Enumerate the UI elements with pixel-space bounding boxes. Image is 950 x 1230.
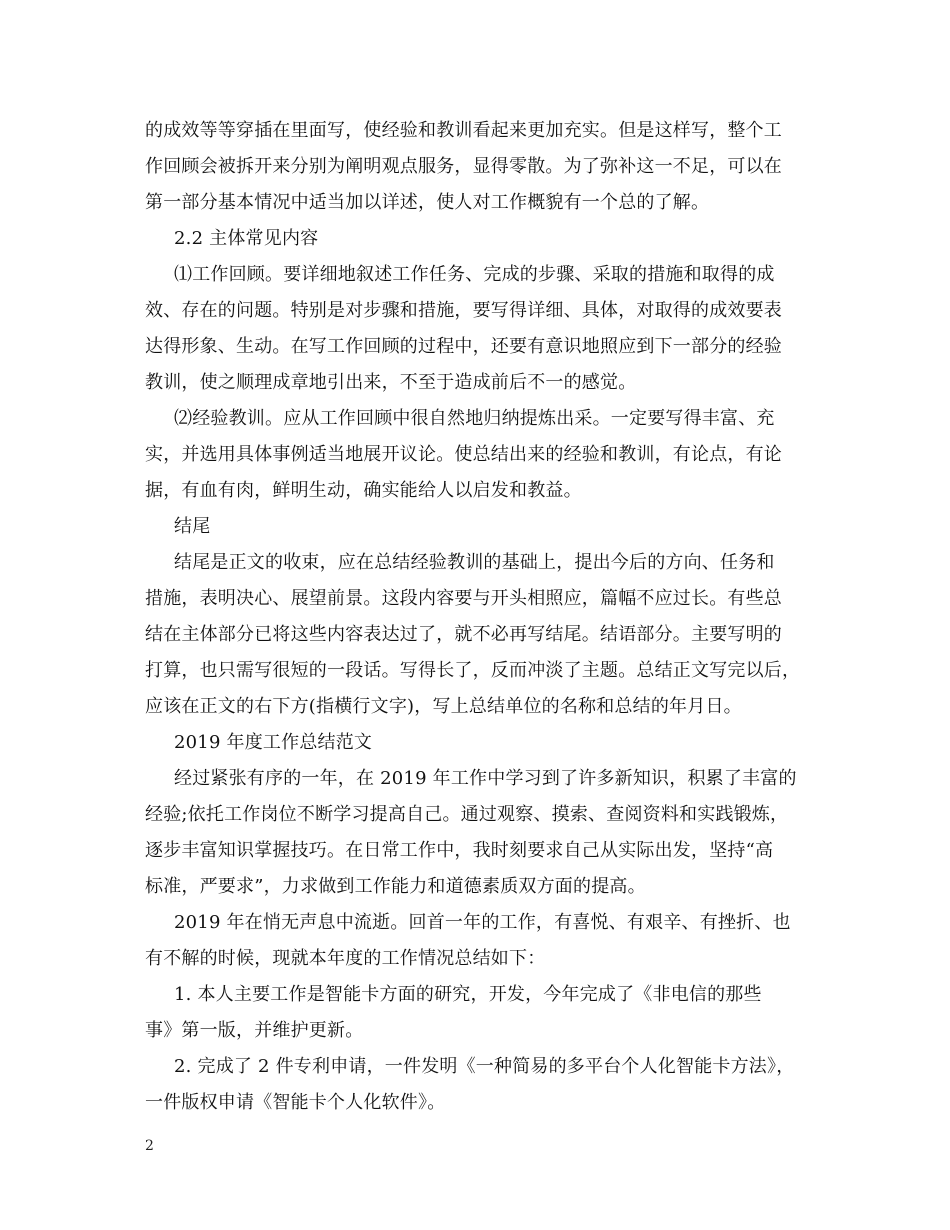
body-line: ⑴工作回顾。要详细地叙述工作任务、完成的步骤、采取的措施和取得的成: [174, 264, 775, 285]
body-line: 的成效等等穿插在里面写，使经验和教训看起来更加充实。但是这样写，整个工: [145, 120, 782, 141]
body-line: 逐步丰富知识掌握技巧。在日常工作中，我时刻要求自己从实际出发，坚持“高: [145, 840, 774, 861]
body-line: 结尾是正文的收束，应在总结经验教训的基础上，提出今后的方向、任务和: [174, 552, 775, 573]
body-line: 作回顾会被拆开来分别为阐明观点服务，显得零散。为了弥补这一不足，可以在: [145, 156, 782, 177]
document-body: [145, 113, 810, 1121]
section-heading: 2.2 主体常见内容: [174, 228, 319, 249]
list-item-line: 事》第一版，并维护更新。: [145, 1020, 364, 1041]
body-line: 措施，表明决心、展望前景。这段内容要与开头相照应，篇幅不应过长。有些总: [145, 588, 782, 609]
body-line: 有不解的时候，现就本年度的工作情况总结如下：: [145, 948, 546, 969]
body-line: 第一部分基本情况中适当加以详述，使人对工作概貌有一个总的了解。: [145, 192, 710, 213]
body-line: 打算，也只需写很短的一段话。写得长了，反而冲淡了主题。总结正文写完以后，: [145, 660, 801, 681]
body-line: ⑵经验教训。应从工作回顾中很自然地归纳提炼出采。一定要写得丰富、充: [174, 408, 775, 429]
body-line: 经过紧张有序的一年，在 2019 年工作中学习到了许多新知识，积累了丰富的: [174, 768, 797, 789]
list-item-line: 1. 本人主要工作是智能卡方面的研究，开发，今年完成了《非电信的那些: [174, 984, 762, 1005]
page-number: 2: [145, 1138, 154, 1154]
list-item-line: 一件版权申请《智能卡个人化软件》。: [145, 1092, 446, 1113]
body-line: 教训，使之顺理成章地引出来，不至于造成前后不一的感觉。: [145, 372, 637, 393]
body-line: 标准，严要求”，力求做到工作能力和道德素质双方面的提高。: [145, 876, 646, 897]
list-item-line: 2. 完成了 2 件专利申请，一件发明《一种简易的多平台个人化智能卡方法》，: [174, 1056, 795, 1077]
body-line: 实，并选用具体事例适当地展开议论。使总结出来的经验和教训，有论点，有论: [145, 444, 782, 465]
section-heading: 2019 年度工作总结范文: [174, 732, 373, 753]
body-line: 经验;依托工作岗位不断学习提高自己。通过观察、摸索、查阅资料和实践锻炼，: [145, 804, 789, 825]
body-line: 达得形象、生动。在写工作回顾的过程中，还要有意识地照应到下一部分的经验: [145, 336, 782, 357]
body-line: 结在主体部分已将这些内容表达过了，就不必再写结尾。结语部分。主要写明的: [145, 624, 782, 645]
body-line: 效、存在的问题。特别是对步骤和措施，要写得详细、具体，对取得的成效要表: [145, 300, 782, 321]
body-line: 应该在正文的右下方(指横行文字)，写上总结单位的名称和总结的年月日。: [145, 696, 742, 717]
body-line: 2019 年在悄无声息中流逝。回首一年的工作，有喜悦、有艰辛、有挫折、也: [174, 912, 791, 933]
body-line: 据，有血有肉，鲜明生动，确实能给人以启发和教益。: [145, 480, 582, 501]
section-heading: 结尾: [174, 516, 211, 537]
